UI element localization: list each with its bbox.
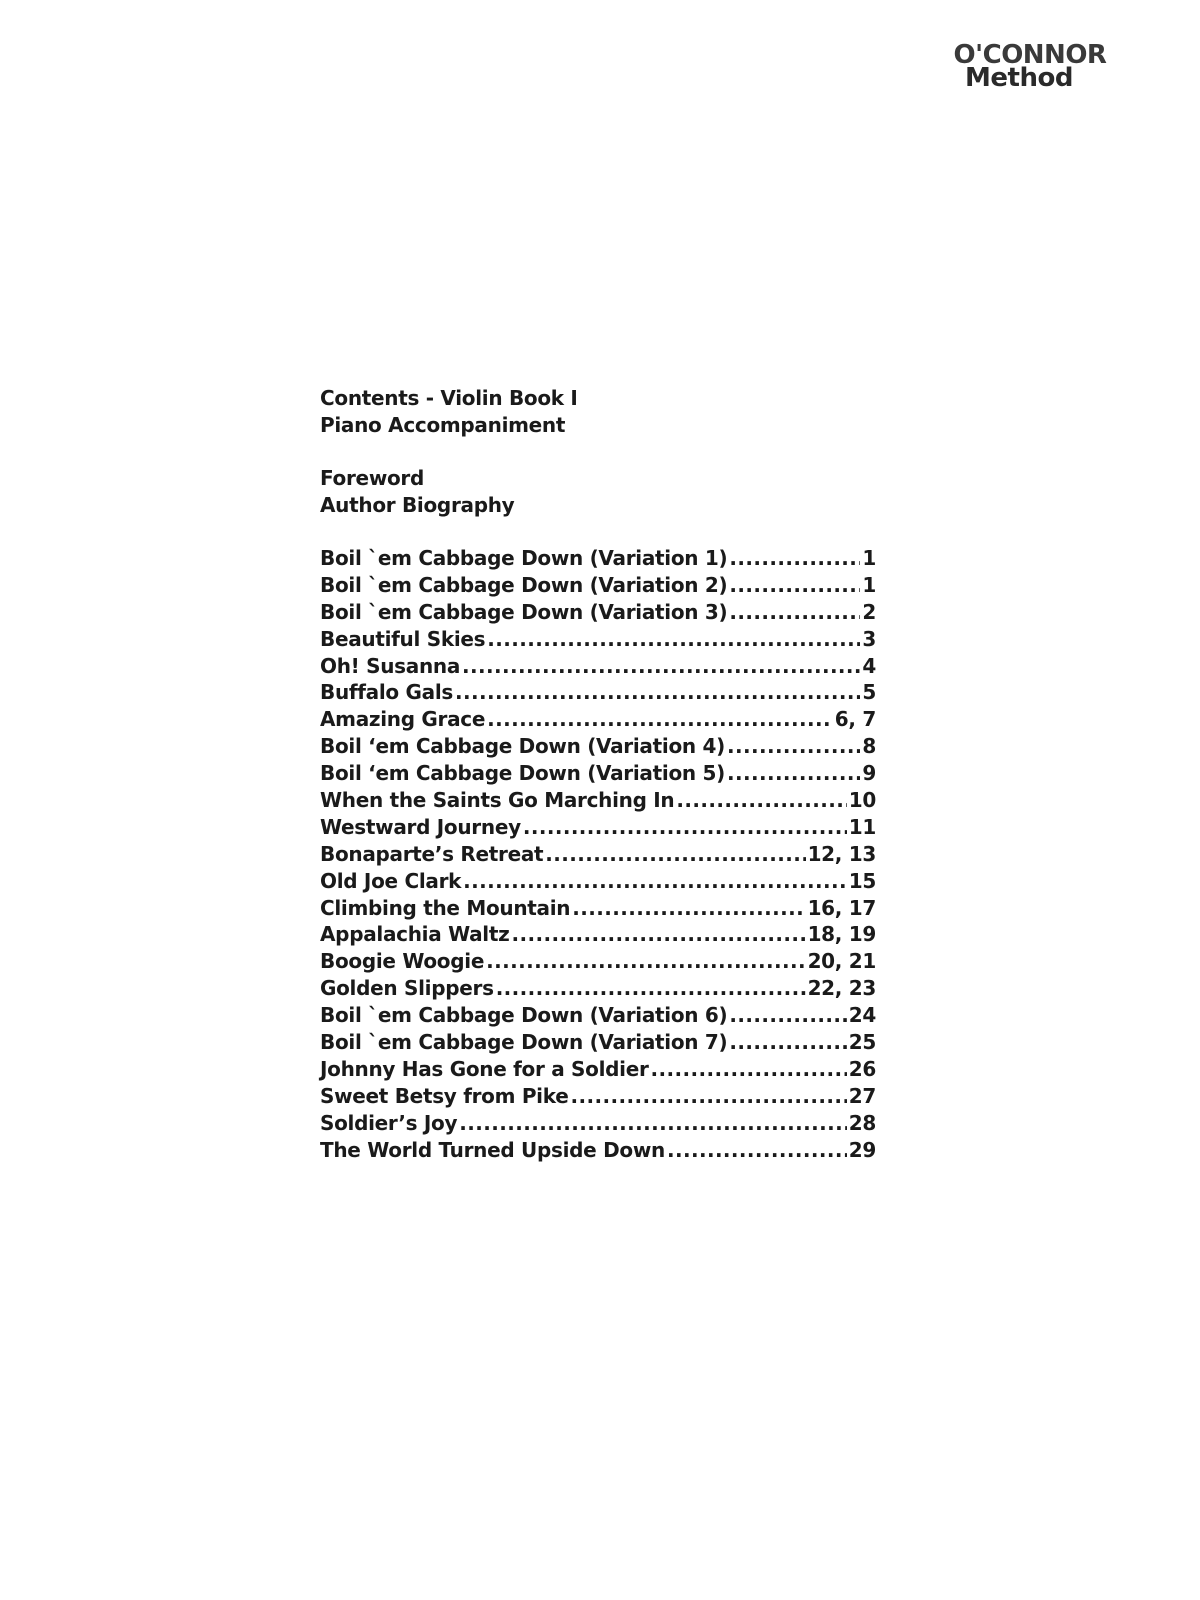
toc-entry-title: Buffalo Gals	[320, 680, 454, 705]
toc-entry-title: Boil `em Cabbage Down (Variation 2)	[320, 572, 728, 597]
dot-leader	[729, 572, 860, 599]
toc-entry-title: Boil `em Cabbage Down (Variation 6)	[320, 1003, 728, 1028]
toc-entry	[320, 814, 876, 841]
toc-entry	[320, 706, 876, 733]
toc-entry-title: Old Joe Clark	[320, 868, 462, 893]
toc-entry-page: 28	[848, 1110, 876, 1135]
dot-leader	[455, 679, 860, 706]
toc-entry	[320, 1110, 876, 1137]
dot-leader	[545, 841, 805, 868]
dot-leader	[462, 653, 860, 680]
toc-entry-page: 22, 23	[807, 976, 876, 1001]
toc-entry-title: Bonaparte’s Retreat	[320, 841, 544, 866]
dot-leader	[572, 895, 805, 922]
toc-entry-page: 12, 13	[807, 841, 876, 866]
toc-entry	[320, 599, 876, 626]
toc-entry-title: The World Turned Upside Down	[320, 1137, 665, 1162]
toc-entries	[320, 545, 876, 1163]
table-of-contents	[320, 385, 876, 1163]
toc-entry-title: Appalachia Waltz	[320, 922, 510, 947]
front-matter	[320, 465, 876, 519]
toc-entry-title: Boil ‘em Cabbage Down (Variation 4)	[320, 734, 725, 759]
toc-entry-page: 5	[862, 680, 876, 705]
logo-line-2: Method	[965, 63, 1073, 94]
toc-entry	[320, 948, 876, 975]
dot-leader	[570, 1083, 846, 1110]
dot-leader	[487, 706, 833, 733]
dot-leader	[487, 626, 860, 653]
toc-entry	[320, 1056, 876, 1083]
toc-entry-page: 8	[862, 734, 876, 759]
publisher-logo	[940, 40, 1120, 94]
toc-entry-page: 6, 7	[834, 707, 876, 732]
dot-leader	[727, 760, 860, 787]
toc-entry	[320, 787, 876, 814]
toc-entry	[320, 841, 876, 868]
toc-entry-title: When the Saints Go Marching In	[320, 788, 675, 813]
dot-leader	[459, 1110, 847, 1137]
toc-entry-title: Oh! Susanna	[320, 653, 461, 678]
toc-entry-title: Westward Journey	[320, 814, 521, 839]
front-matter-foreword: Foreword	[320, 466, 425, 490]
toc-entry-page: 1	[862, 546, 876, 570]
logo-line-1: O'CONNOR	[953, 40, 1107, 70]
toc-entry-page: 4	[862, 653, 876, 678]
dot-leader	[523, 814, 847, 841]
toc-entry	[320, 653, 876, 680]
toc-entry	[320, 679, 876, 706]
toc-entry-title: Beautiful Skies	[320, 626, 486, 651]
toc-entry	[320, 868, 876, 895]
toc-entry-page: 29	[848, 1137, 876, 1162]
toc-entry-title: Boogie Woogie	[320, 949, 485, 974]
toc-entry-page: 26	[848, 1056, 876, 1081]
toc-entry-page: 2	[862, 599, 876, 624]
toc-entry	[320, 1002, 876, 1029]
dot-leader	[667, 1137, 847, 1164]
toc-entry	[320, 760, 876, 787]
page-title: Contents - Violin Book I	[320, 386, 578, 410]
dot-leader	[463, 868, 847, 895]
page-subtitle: Piano Accompaniment	[320, 413, 566, 437]
toc-entry-title: Golden Slippers	[320, 976, 494, 1001]
toc-entry	[320, 1137, 876, 1164]
toc-entry	[320, 626, 876, 653]
dot-leader	[729, 599, 860, 626]
dot-leader	[729, 545, 860, 572]
dot-leader	[511, 921, 805, 948]
toc-entry-page: 25	[848, 1030, 876, 1055]
toc-entry	[320, 975, 876, 1002]
toc-entry-title: Boil `em Cabbage Down (Variation 1)	[320, 546, 728, 570]
dot-leader	[486, 948, 805, 975]
toc-entry-title: Soldier’s Joy	[320, 1110, 458, 1135]
toc-entry	[320, 1083, 876, 1110]
toc-entry-page: 27	[848, 1083, 876, 1108]
toc-entry-page: 10	[848, 788, 876, 813]
toc-entry-title: Boil ‘em Cabbage Down (Variation 5)	[320, 761, 725, 786]
toc-entry-page: 16, 17	[807, 895, 876, 920]
toc-entry-page: 20, 21	[807, 949, 876, 974]
dot-leader	[727, 733, 860, 760]
toc-entry	[320, 921, 876, 948]
toc-entry	[320, 572, 876, 599]
toc-entry-title: Boil `em Cabbage Down (Variation 7)	[320, 1030, 728, 1055]
toc-entry	[320, 545, 876, 572]
dot-leader	[729, 1029, 846, 1056]
dot-leader	[676, 787, 846, 814]
toc-entry-title: Sweet Betsy from Pike	[320, 1083, 569, 1108]
toc-entry-page: 1	[862, 572, 876, 597]
toc-entry-title: Johnny Has Gone for a Soldier	[320, 1056, 649, 1081]
toc-entry	[320, 1029, 876, 1056]
toc-entry-page: 24	[848, 1003, 876, 1028]
dot-leader	[496, 975, 806, 1002]
toc-entry-title: Boil `em Cabbage Down (Variation 3)	[320, 599, 728, 624]
toc-entry	[320, 733, 876, 760]
toc-entry	[320, 895, 876, 922]
dot-leader	[729, 1002, 846, 1029]
toc-entry-page: 15	[848, 868, 876, 893]
dot-leader	[651, 1056, 847, 1083]
toc-entry-page: 3	[862, 626, 876, 651]
toc-entry-page: 18, 19	[807, 922, 876, 947]
toc-entry-page: 9	[862, 761, 876, 786]
front-matter-author-biography: Author Biography	[320, 493, 515, 517]
toc-entry-page: 11	[848, 814, 876, 839]
toc-entry-title: Amazing Grace	[320, 707, 486, 732]
toc-entry-title: Climbing the Mountain	[320, 895, 571, 920]
